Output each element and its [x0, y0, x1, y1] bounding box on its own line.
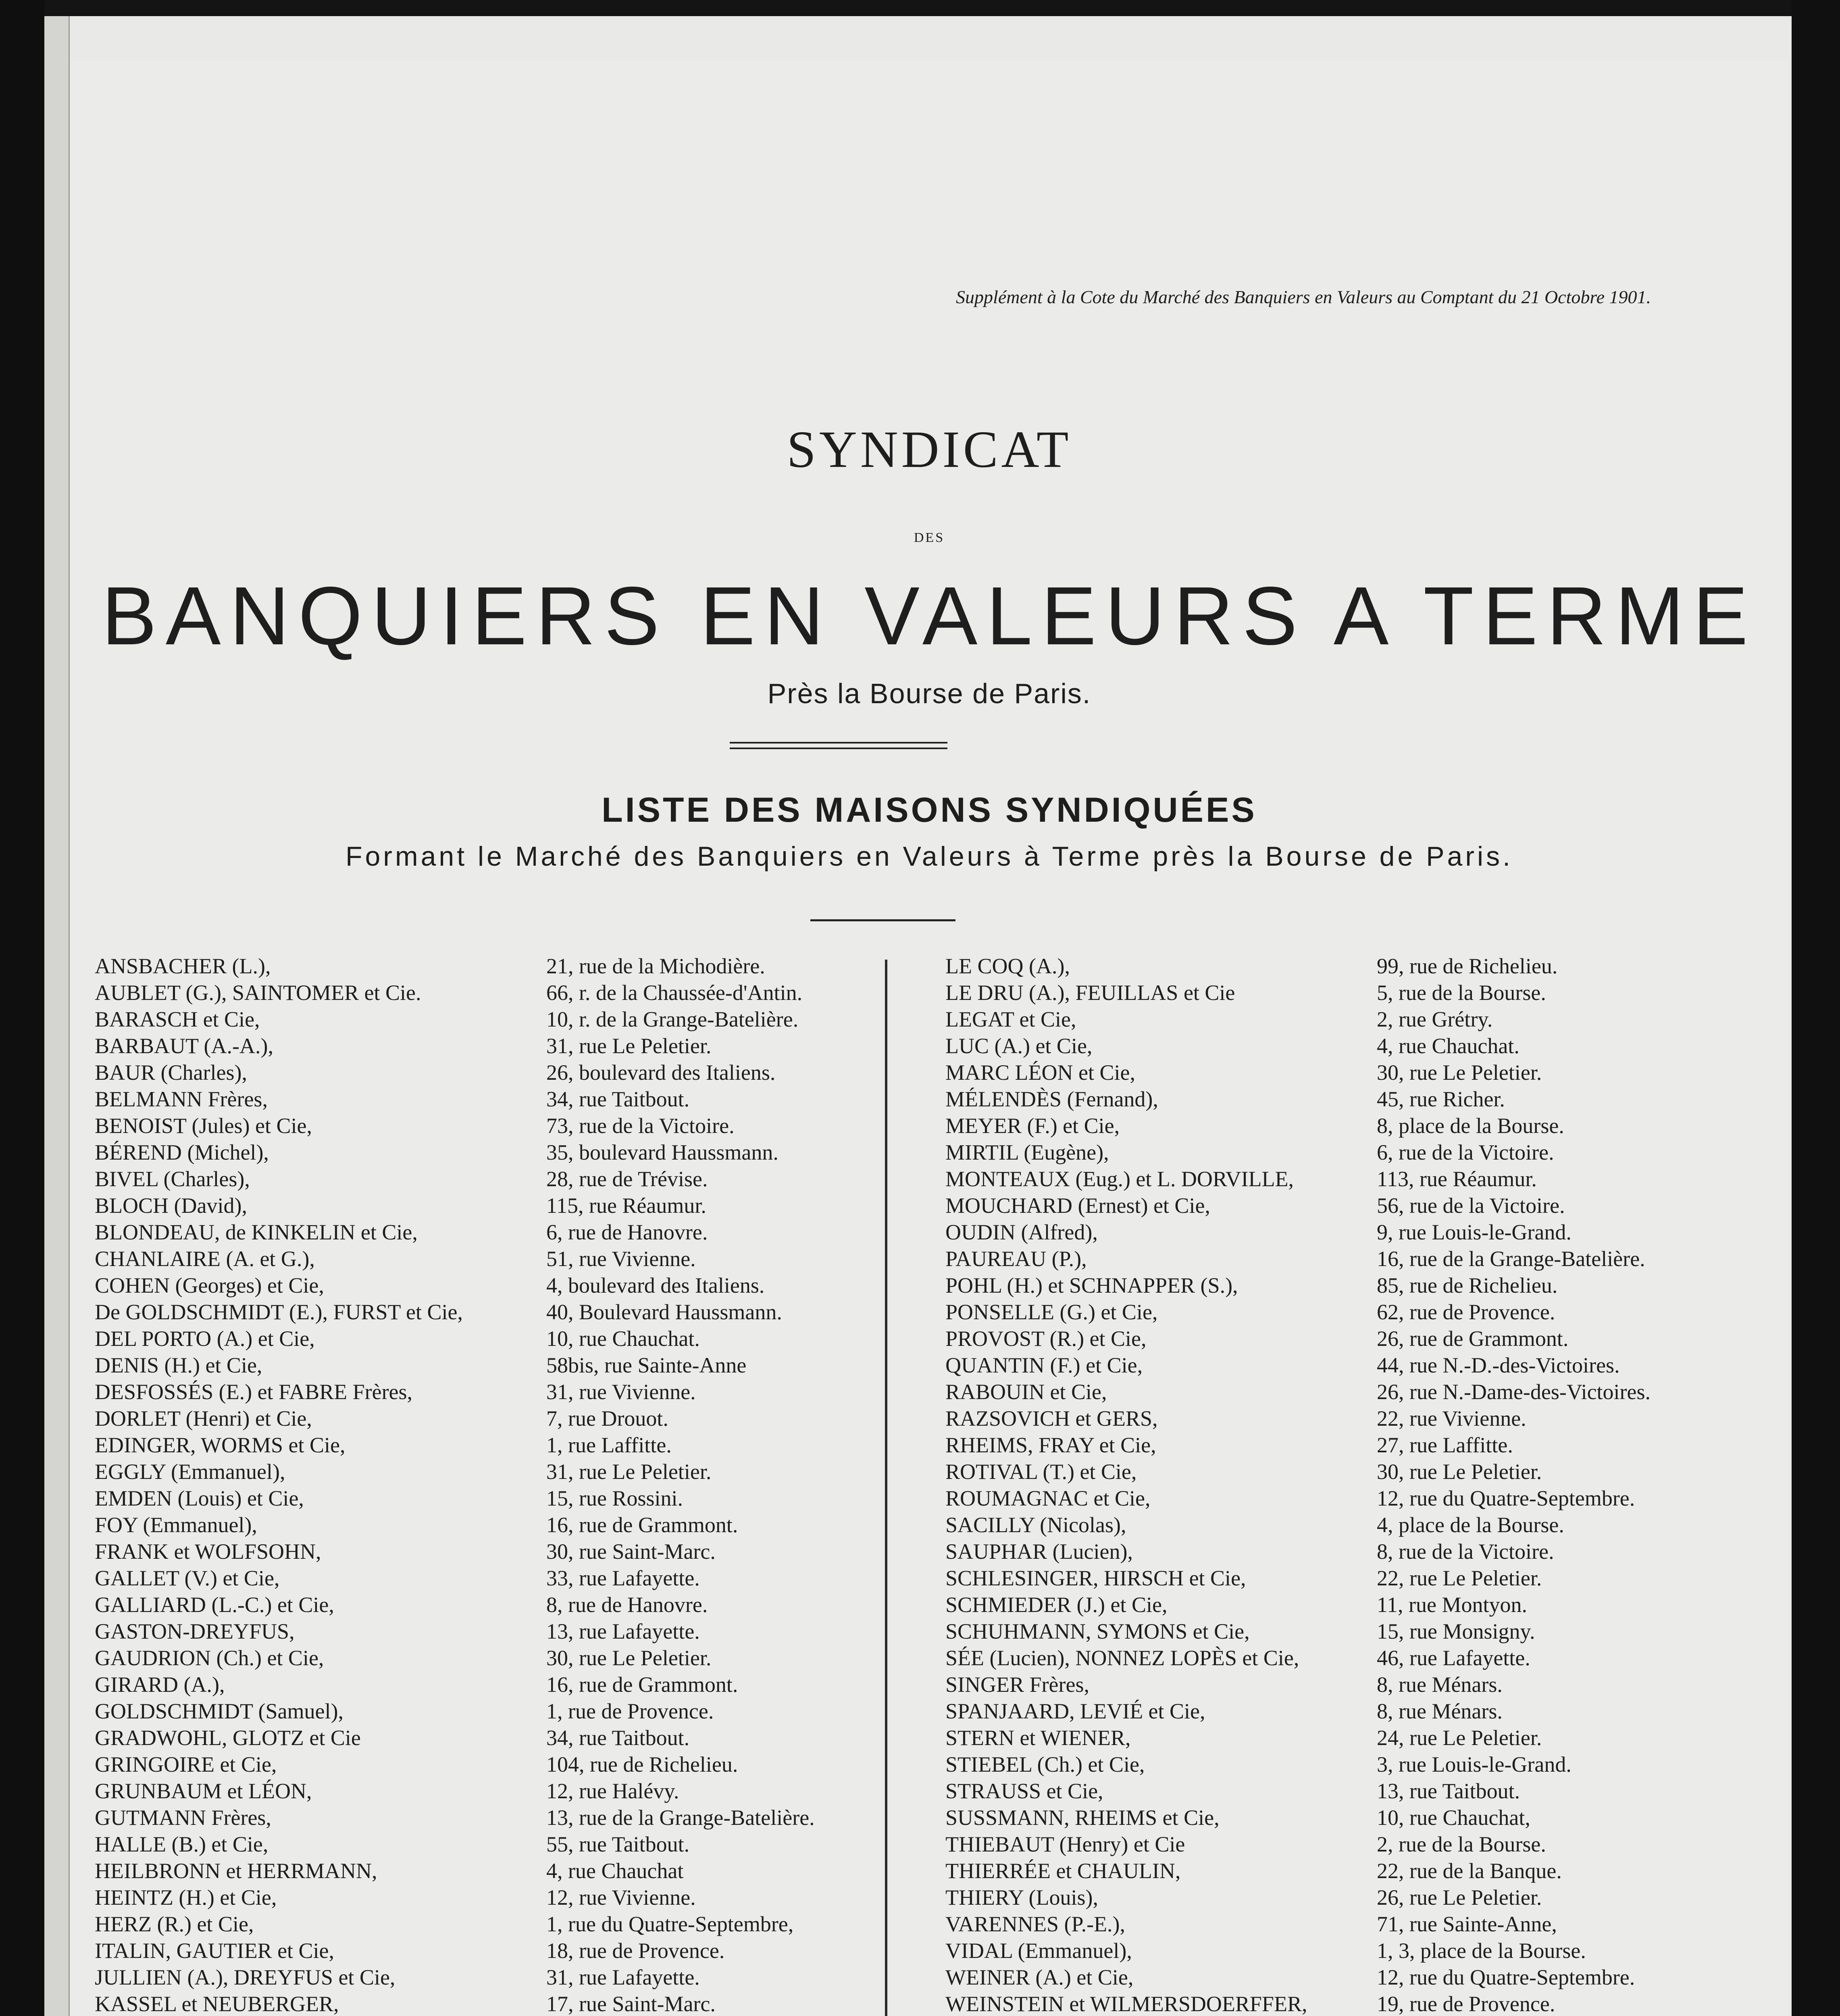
firm-name: CHANLAIRE (A. et G.),	[95, 1247, 315, 1271]
firm-address: 62, rue de Provence.	[1377, 1300, 1555, 1324]
column-divider	[885, 960, 887, 2016]
firm-address: 6, rue de Hanovre.	[546, 1220, 708, 1244]
short-rule	[810, 919, 955, 921]
firm-name: EDINGER, WORMS et Cie,	[95, 1433, 346, 1457]
document-page	[71, 60, 1788, 2016]
firm-name: VIDAL (Emmanuel),	[945, 1939, 1132, 1963]
firm-address: 4, place de la Bourse.	[1377, 1513, 1564, 1537]
firm-name: SINGER Frères,	[945, 1672, 1089, 1697]
firm-name: MIRTIL (Eugène),	[945, 1140, 1109, 1164]
list-item	[945, 1645, 1752, 1672]
firm-name: THIERRÉE et CHAULIN,	[945, 1859, 1181, 1883]
firm-address: 31, rue Lafayette.	[546, 1965, 700, 1989]
list-item	[945, 1965, 1752, 1991]
firm-name: STERN et WIENER,	[945, 1726, 1131, 1750]
firm-address: 21, rue de la Michodière.	[546, 954, 765, 978]
firm-address: 73, rue de la Victoire.	[546, 1114, 735, 1138]
firm-address: 19, rue de Provence.	[1377, 1992, 1555, 2016]
firm-address: 26, rue N.-Dame-des-Victoires.	[1377, 1380, 1651, 1404]
firm-name: GALLET (V.) et Cie,	[95, 1566, 280, 1590]
list-item	[95, 1912, 861, 1938]
firm-address: 4, rue Chauchat.	[1377, 1034, 1519, 1058]
firm-address: 15, rue Monsigny.	[1377, 1619, 1535, 1643]
binding-edge	[44, 16, 70, 2016]
firm-address: 2, rue de la Bourse.	[1377, 1832, 1546, 1856]
firm-name: COHEN (Georges) et Cie,	[95, 1273, 324, 1297]
list-item	[945, 1273, 1752, 1300]
list-item	[95, 1645, 861, 1672]
firm-address: 8, rue de la Victoire.	[1377, 1539, 1554, 1564]
firm-address: 26, rue de Grammont.	[1377, 1327, 1569, 1351]
firm-address: 6, rue de la Victoire.	[1377, 1140, 1554, 1164]
firm-address: 13, rue de la Grange-Batelière.	[546, 1806, 815, 1830]
firm-address: 26, boulevard des Italiens.	[546, 1060, 776, 1085]
list-item	[945, 1433, 1752, 1459]
firm-address: 27, rue Laffitte.	[1377, 1433, 1513, 1457]
firm-address: 55, rue Taitbout.	[546, 1832, 690, 1856]
list-item	[95, 1273, 861, 1300]
firm-name: HALLE (B.) et Cie,	[95, 1832, 269, 1856]
list-subtitle: Formant le Marché des Banquiers en Valeurs à Terme près la Bourse de Paris.	[345, 841, 1513, 872]
list-item	[95, 1459, 861, 1486]
list-item	[95, 1033, 861, 1060]
list-item	[95, 1486, 861, 1512]
list-item	[95, 1193, 861, 1220]
firm-name: WEINSTEIN et WILMERSDOERFFER,	[945, 1992, 1307, 2016]
list-item	[945, 1725, 1752, 1752]
firm-address: 34, rue Taitbout.	[546, 1087, 690, 1111]
firm-name: SCHMIEDER (J.) et Cie,	[945, 1593, 1168, 1617]
firm-address: 12, rue du Quatre-Septembre.	[1377, 1486, 1635, 1510]
firm-address: 10, rue Chauchat,	[1377, 1806, 1530, 1830]
supplement-note: Supplément à la Cote du Marché des Banquiers en Valeurs au Comptant du 21 Octobre 1901.	[956, 287, 1651, 307]
firm-address: 85, rue de Richelieu.	[1377, 1273, 1558, 1297]
scan-border-top	[0, 0, 1840, 16]
firm-name: BAUR (Charles),	[95, 1060, 247, 1085]
firm-name: RHEIMS, FRAY et Cie,	[945, 1433, 1156, 1457]
list-item	[95, 1246, 861, 1273]
list-item	[945, 1805, 1752, 1832]
list-item	[945, 1087, 1752, 1113]
list-item	[945, 1007, 1752, 1033]
list-item	[95, 1965, 861, 1991]
firm-address: 24, rue Le Peletier.	[1377, 1726, 1542, 1750]
firm-name: SCHLESINGER, HIRSCH et Cie,	[945, 1566, 1246, 1590]
firm-name: GRUNBAUM et LÉON,	[95, 1779, 312, 1803]
firm-address: 18, rue de Provence.	[546, 1939, 725, 1963]
firm-address: 22, rue Le Peletier.	[1377, 1566, 1542, 1590]
page-title: BANQUIERS EN VALEURS A TERME	[102, 570, 1757, 662]
firm-name: BLOCH (David),	[95, 1193, 247, 1218]
list-item	[95, 1406, 861, 1433]
list-item	[95, 1991, 861, 2016]
firm-address: 4, boulevard des Italiens.	[546, 1273, 765, 1297]
list-item	[95, 980, 861, 1007]
firm-address: 22, rue Vivienne.	[1377, 1406, 1526, 1431]
firm-name: ITALIN, GAUTIER et Cie,	[95, 1939, 335, 1963]
firm-name: BÉREND (Michel),	[95, 1140, 269, 1164]
list-item	[95, 1566, 861, 1592]
list-item	[945, 1512, 1752, 1539]
list-item	[95, 1699, 861, 1725]
list-item	[945, 1779, 1752, 1805]
list-item	[945, 1193, 1752, 1220]
firm-address: 45, rue Richer.	[1377, 1087, 1505, 1111]
firm-address: 30, rue Le Peletier.	[546, 1646, 712, 1670]
firm-address: 8, rue Ménars.	[1377, 1672, 1503, 1697]
firm-address: 1, rue du Quatre-Septembre,	[546, 1912, 794, 1936]
firm-name: PROVOST (R.) et Cie,	[945, 1327, 1147, 1351]
firm-address: 31, rue Le Peletier.	[546, 1034, 712, 1058]
list-item	[95, 1805, 861, 1832]
firm-name: QUANTIN (F.) et Cie,	[945, 1353, 1143, 1377]
firm-address: 8, rue de Hanovre.	[546, 1593, 708, 1617]
firm-name: GALLIARD (L.-C.) et Cie,	[95, 1593, 334, 1617]
firm-name: HEINTZ (H.) et Cie,	[95, 1885, 277, 1910]
list-item	[95, 1539, 861, 1566]
firm-name: STIEBEL (Ch.) et Cie,	[945, 1752, 1145, 1776]
list-item	[945, 954, 1752, 980]
firm-name: PONSELLE (G.) et Cie,	[945, 1300, 1158, 1324]
list-item	[95, 1672, 861, 1699]
firm-name: MÉLENDÈS (Fernand),	[945, 1087, 1158, 1111]
firm-address: 10, r. de la Grange-Batelière.	[546, 1007, 799, 1031]
firm-name: BLONDEAU, de KINKELIN et Cie,	[95, 1220, 418, 1244]
firm-name: MOUCHARD (Ernest) et Cie,	[945, 1193, 1210, 1218]
firm-address: 31, rue Vivienne.	[546, 1380, 696, 1404]
firm-name: KASSEL et NEUBERGER,	[95, 1992, 339, 2016]
firm-address: 33, rue Lafayette.	[546, 1566, 700, 1590]
list-item	[95, 1858, 861, 1885]
firm-name: MEYER (F.) et Cie,	[945, 1114, 1120, 1138]
firm-name: LEGAT et Cie,	[945, 1007, 1076, 1031]
firm-address: 1, rue Laffitte.	[546, 1433, 672, 1457]
list-item	[95, 1379, 861, 1406]
firm-address: 16, rue de la Grange-Batelière.	[1377, 1247, 1645, 1271]
firm-address: 46, rue Lafayette.	[1377, 1646, 1530, 1670]
firm-name: DENIS (H.) et Cie,	[95, 1353, 262, 1377]
firm-address: 10, rue Chauchat.	[546, 1327, 700, 1351]
list-item	[95, 1592, 861, 1619]
members-list-left	[95, 954, 861, 2016]
list-item	[945, 1699, 1752, 1725]
firm-name: BARBAUT (A.-A.),	[95, 1034, 273, 1058]
firm-address: 40, Boulevard Haussmann.	[546, 1300, 782, 1324]
firm-name: THIERY (Louis),	[945, 1885, 1098, 1910]
firm-name: STRAUSS et Cie,	[945, 1779, 1103, 1803]
firm-address: 8, place de la Bourse.	[1377, 1114, 1564, 1138]
firm-address: 3, rue Louis-le-Grand.	[1377, 1752, 1571, 1776]
firm-address: 104, rue de Richelieu.	[546, 1752, 738, 1776]
firm-address: 71, rue Sainte-Anne,	[1377, 1912, 1557, 1936]
firm-address: 1, rue de Provence.	[546, 1699, 714, 1723]
firm-name: BENOIST (Jules) et Cie,	[95, 1114, 312, 1138]
list-item	[95, 1832, 861, 1858]
firm-name: SACILLY (Nicolas),	[945, 1513, 1126, 1537]
firm-name: OUDIN (Alfred),	[945, 1220, 1098, 1244]
firm-address: 15, rue Rossini.	[546, 1486, 683, 1510]
firm-name: SÉE (Lucien), NONNEZ LOPÈS et Cie,	[945, 1646, 1299, 1670]
list-item	[95, 1166, 861, 1193]
firm-address: 44, rue N.-D.-des-Victoires.	[1377, 1353, 1620, 1377]
firm-name: ANSBACHER (L.),	[95, 954, 271, 978]
list-item	[945, 1832, 1752, 1858]
firm-name: BIVEL (Charles),	[95, 1167, 250, 1191]
list-item	[95, 1433, 861, 1459]
firm-name: GRADWOHL, GLOTZ et Cie	[95, 1726, 361, 1750]
list-item	[95, 1007, 861, 1033]
list-title: LISTE DES MAISONS SYNDIQUÉES	[602, 791, 1257, 829]
list-item	[945, 1140, 1752, 1166]
double-rule	[730, 742, 947, 749]
firm-name: VARENNES (P.-E.),	[945, 1912, 1126, 1936]
scan-border-left	[0, 0, 44, 2016]
firm-name: SCHUHMANN, SYMONS et Cie,	[945, 1619, 1250, 1643]
list-item	[945, 1672, 1752, 1699]
list-item	[95, 1140, 861, 1166]
firm-address: 35, boulevard Haussmann.	[546, 1140, 778, 1164]
firm-name: RAZSOVICH et GERS,	[945, 1406, 1158, 1431]
firm-name: EGGLY (Emmanuel),	[95, 1460, 285, 1484]
firm-name: FRANK et WOLFSOHN,	[95, 1539, 321, 1564]
firm-name: GIRARD (A.),	[95, 1672, 225, 1697]
list-item	[945, 1033, 1752, 1060]
firm-address: 30, rue Le Peletier.	[1377, 1060, 1542, 1085]
firm-address: 8, rue Ménars.	[1377, 1699, 1503, 1723]
firm-name: WEINER (A.) et Cie,	[945, 1965, 1134, 1989]
firm-address: 51, rue Vivienne.	[546, 1247, 696, 1271]
firm-name: JULLIEN (A.), DREYFUS et Cie,	[95, 1965, 395, 1989]
list-item	[945, 1166, 1752, 1193]
firm-address: 66, r. de la Chaussée-d'Antin.	[546, 981, 803, 1005]
firm-address: 26, rue Le Peletier.	[1377, 1885, 1542, 1910]
firm-name: HEILBRONN et HERRMANN,	[95, 1859, 377, 1883]
list-item	[945, 1991, 1752, 2016]
firm-name: AUBLET (G.), SAINTOMER et Cie.	[95, 981, 421, 1005]
list-item	[945, 1539, 1752, 1566]
list-item	[945, 1326, 1752, 1353]
list-item	[945, 1858, 1752, 1885]
firm-name: SUSSMANN, RHEIMS et Cie,	[945, 1806, 1220, 1830]
firm-name: ROUMAGNAC et Cie,	[945, 1486, 1151, 1510]
firm-name: MARC LÉON et Cie,	[945, 1060, 1135, 1085]
firm-name: ROTIVAL (T.) et Cie,	[945, 1460, 1137, 1484]
list-item	[945, 1885, 1752, 1912]
firm-name: GUTMANN Frères,	[95, 1806, 271, 1830]
firm-name: MONTEAUX (Eug.) et L. DORVILLE,	[945, 1167, 1294, 1191]
firm-address: 13, rue Taitbout.	[1377, 1779, 1520, 1803]
firm-name: De GOLDSCHMIDT (E.), FURST et Cie,	[95, 1300, 463, 1324]
list-item	[945, 1060, 1752, 1087]
firm-name: SPANJAARD, LEVIÉ et Cie,	[945, 1699, 1205, 1723]
title-des: DES	[914, 530, 945, 545]
list-item	[945, 1486, 1752, 1512]
scan-border-right	[1792, 0, 1840, 2016]
firm-name: EMDEN (Louis) et Cie,	[95, 1486, 304, 1510]
firm-address: 58bis, rue Sainte-Anne	[546, 1353, 747, 1377]
firm-name: BARASCH et Cie,	[95, 1007, 260, 1031]
list-item	[945, 1752, 1752, 1779]
firm-name: THIEBAUT (Henry) et Cie	[945, 1832, 1185, 1856]
firm-name: DORLET (Henri) et Cie,	[95, 1406, 312, 1431]
members-list-right	[945, 954, 1752, 2016]
firm-name: FOY (Emmanuel),	[95, 1513, 257, 1537]
firm-address: 30, rue Saint-Marc.	[546, 1539, 716, 1564]
firm-address: 16, rue de Grammont.	[546, 1513, 738, 1537]
list-item	[945, 1459, 1752, 1486]
list-item	[95, 954, 861, 980]
firm-name: GOLDSCHMIDT (Samuel),	[95, 1699, 343, 1723]
list-item	[95, 1725, 861, 1752]
list-item	[95, 1060, 861, 1087]
firm-name: LUC (A.) et Cie,	[945, 1034, 1093, 1058]
firm-name: PAUREAU (P.),	[945, 1247, 1087, 1271]
list-item	[945, 1113, 1752, 1140]
firm-address: 1, 3, place de la Bourse.	[1377, 1939, 1586, 1963]
firm-address: 9, rue Louis-le-Grand.	[1377, 1220, 1571, 1244]
list-item	[95, 1779, 861, 1805]
firm-address: 5, rue de la Bourse.	[1377, 981, 1546, 1005]
list-item	[95, 1752, 861, 1779]
list-item	[945, 1220, 1752, 1246]
title-syndicat: SYNDICAT	[787, 421, 1072, 479]
list-item	[945, 1566, 1752, 1592]
list-item	[95, 1087, 861, 1113]
firm-address: 56, rue de la Victoire.	[1377, 1193, 1565, 1218]
firm-address: 12, rue Halévy.	[546, 1779, 679, 1803]
firm-address: 12, rue du Quatre-Septembre.	[1377, 1965, 1635, 1989]
list-item	[95, 1300, 861, 1326]
list-item	[95, 1113, 861, 1140]
firm-address: 12, rue Vivienne.	[546, 1885, 696, 1910]
list-item	[95, 1885, 861, 1912]
firm-name: GASTON-DREYFUS,	[95, 1619, 295, 1643]
list-item	[945, 980, 1752, 1007]
list-item	[945, 1619, 1752, 1645]
firm-name: BELMANN Frères,	[95, 1087, 268, 1111]
firm-address: 16, rue de Grammont.	[546, 1672, 738, 1697]
list-item	[945, 1300, 1752, 1326]
firm-address: 113, rue Réaumur.	[1377, 1167, 1537, 1191]
list-item	[95, 1619, 861, 1645]
firm-name: SAUPHAR (Lucien),	[945, 1539, 1133, 1564]
list-item	[945, 1353, 1752, 1379]
firm-address: 17, rue Saint-Marc.	[546, 1992, 716, 2016]
list-item	[945, 1246, 1752, 1273]
list-item	[95, 1512, 861, 1539]
firm-address: 4, rue Chauchat	[546, 1859, 684, 1883]
firm-name: DESFOSSÉS (E.) et FABRE Frères,	[95, 1380, 413, 1404]
list-item	[95, 1326, 861, 1353]
list-item	[95, 1353, 861, 1379]
firm-address: 34, rue Taitbout.	[546, 1726, 690, 1750]
firm-name: DEL PORTO (A.) et Cie,	[95, 1327, 315, 1351]
firm-address: 31, rue Le Peletier.	[546, 1460, 712, 1484]
firm-name: POHL (H.) et SCHNAPPER (S.),	[945, 1273, 1238, 1297]
firm-name: RABOUIN et Cie,	[945, 1380, 1107, 1404]
list-item	[945, 1912, 1752, 1938]
firm-name: GAUDRION (Ch.) et Cie,	[95, 1646, 324, 1670]
firm-name: GRINGOIRE et Cie,	[95, 1752, 277, 1776]
firm-name: LE COQ (A.),	[945, 954, 1070, 978]
firm-address: 11, rue Montyon.	[1377, 1593, 1527, 1617]
firm-address: 13, rue Lafayette.	[546, 1619, 700, 1643]
title-location: Près la Bourse de Paris.	[767, 678, 1091, 709]
firm-address: 22, rue de la Banque.	[1377, 1859, 1562, 1883]
firm-address: 99, rue de Richelieu.	[1377, 954, 1558, 978]
list-item	[945, 1406, 1752, 1433]
firm-name: HERZ (R.) et Cie,	[95, 1912, 254, 1936]
firm-address: 30, rue Le Peletier.	[1377, 1460, 1542, 1484]
list-item	[945, 1592, 1752, 1619]
firm-name: LE DRU (A.), FEUILLAS et Cie	[945, 981, 1235, 1005]
list-item	[95, 1938, 861, 1965]
firm-address: 2, rue Grétry.	[1377, 1007, 1493, 1031]
firm-address: 28, rue de Trévise.	[546, 1167, 708, 1191]
firm-address: 7, rue Drouot.	[546, 1406, 668, 1431]
firm-address: 115, rue Réaumur.	[546, 1193, 706, 1218]
list-item	[945, 1379, 1752, 1406]
list-item	[945, 1938, 1752, 1965]
list-item	[95, 1220, 861, 1246]
